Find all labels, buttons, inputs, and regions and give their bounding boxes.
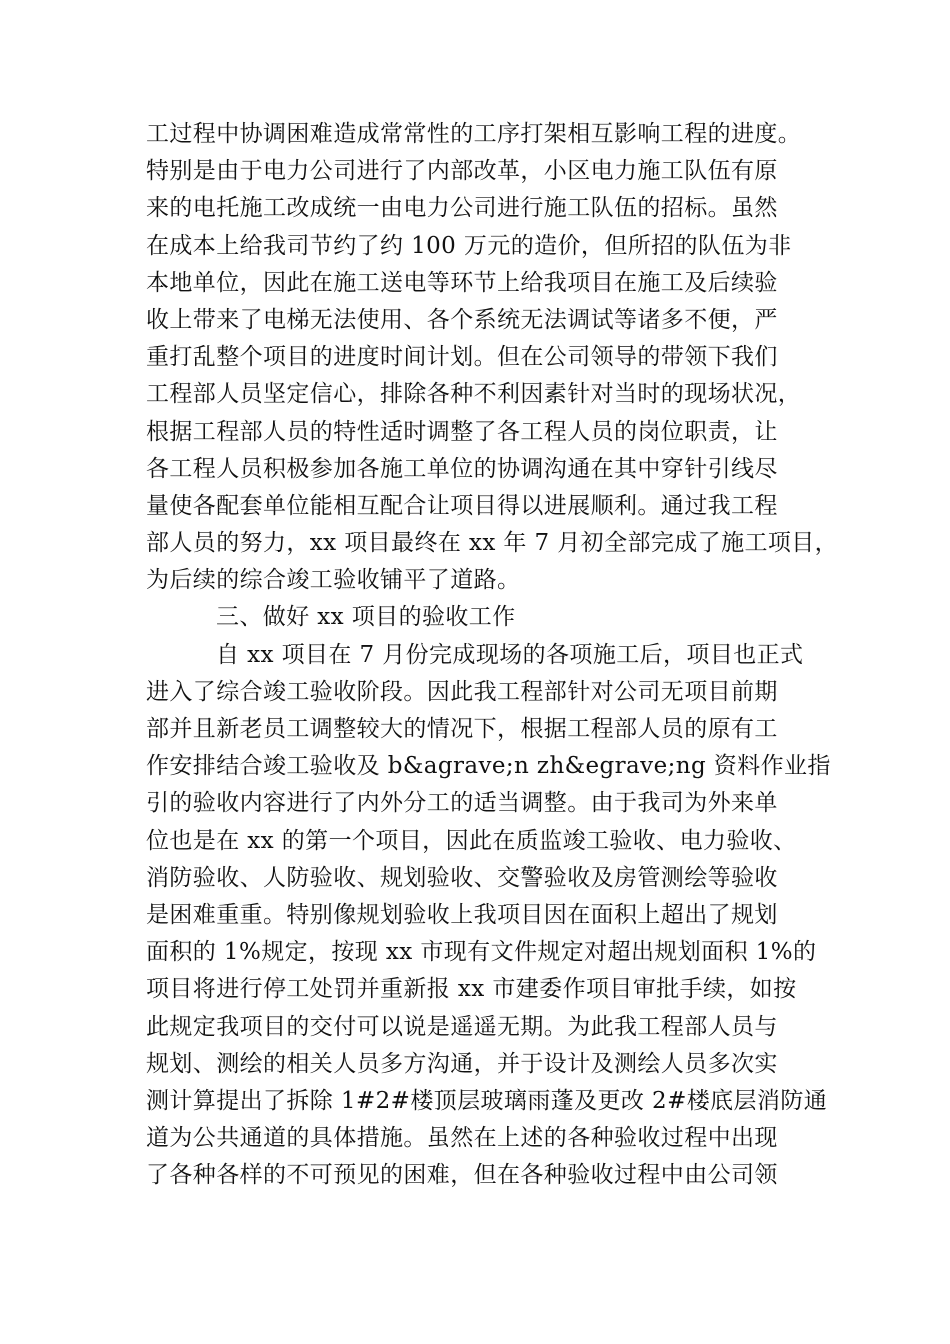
document-body xyxy=(146,116,839,1194)
paragraph-line: 道为公共通道的具体措施。虽然在上述的各种验收过程中出现 xyxy=(146,1125,778,1152)
paragraph-line: 各工程人员积极参加各施工单位的协调沟通在其中穿针引线尽 xyxy=(146,455,778,482)
paragraph-line: 工过程中协调困难造成常常性的工序打架相互影响工程的进度。 xyxy=(146,121,802,147)
paragraph-line: 是困难重重。特别像规划验收上我项目因在面积上超出了规划 xyxy=(146,901,778,928)
paragraph-line: 了各种各样的不可预见的困难，但在各种验收过程中由公司领 xyxy=(146,1162,778,1189)
paragraph-line: 消防验收、人防验收、规划验收、交警验收及房管测绘等验收 xyxy=(146,864,778,891)
paragraph-line: 收上带来了电梯无法使用、各个系统无法调试等诸多不便，严 xyxy=(146,306,778,333)
paragraph-line: 根据工程部人员的特性适时调整了各工程人员的岗位职责，让 xyxy=(146,418,778,445)
paragraph-line: 作安排结合竣工验收及 b&agrave;n zh&egrave;ng 资料作业指 xyxy=(146,753,831,780)
paragraph-line: 测计算提出了拆除 1#2#楼顶层玻璃雨蓬及更改 2#楼底层消防通 xyxy=(146,1087,828,1114)
paragraph-line: 位也是在 xx 的第一个项目，因此在质监竣工验收、电力验收、 xyxy=(146,827,797,854)
paragraph-line: 面积的 1%规定，按现 xx 市现有文件规定对超出规划面积 1%的 xyxy=(146,939,817,966)
section-heading: 三、做好 xx 项目的验收工作 xyxy=(216,604,516,631)
paragraph-line: 来的电托施工改成统一由电力公司进行施工队伍的招标。虽然 xyxy=(146,195,778,222)
paragraph-line: 规划、测绘的相关人员多方沟通，并于设计及测绘人员多次实 xyxy=(146,1050,778,1077)
paragraph-line: 引的验收内容进行了内外分工的适当调整。由于我司为外来单 xyxy=(146,790,778,817)
paragraph-line: 进入了综合竣工验收阶段。因此我工程部针对公司无项目前期 xyxy=(146,678,778,705)
paragraph-line: 本地单位，因此在施工送电等环节上给我项目在施工及后续验 xyxy=(146,269,778,296)
paragraph-line: 工程部人员坚定信心，排除各种不利因素针对当时的现场状况， xyxy=(146,381,802,408)
paragraph-line: 特别是由于电力公司进行了内部改革，小区电力施工队伍有原 xyxy=(146,158,778,185)
paragraph-line: 项目将进行停工处罚并重新报 xx 市建委作项目审批手续，如按 xyxy=(146,976,797,1003)
paragraph-line: 部人员的努力，xx 项目最终在 xx 年 7 月初全部完成了施工项目， xyxy=(146,530,839,557)
paragraph-line: 自 xx 项目在 7 月份完成现场的各项施工后，项目也正式 xyxy=(216,641,804,668)
paragraph-line: 此规定我项目的交付可以说是遥遥无期。为此我工程部人员与 xyxy=(146,1013,778,1040)
paragraph-line: 为后续的综合竣工验收铺平了道路。 xyxy=(146,567,521,594)
paragraph-line: 量使各配套单位能相互配合让项目得以进展顺利。通过我工程 xyxy=(146,492,778,519)
paragraph-line: 部并且新老员工调整较大的情况下，根据工程部人员的原有工 xyxy=(146,716,778,742)
paragraph-line: 在成本上给我司节约了约 100 万元的造价，但所招的队伍为非 xyxy=(146,232,792,259)
paragraph-line: 重打乱整个项目的进度时间计划。但在公司领导的带领下我们 xyxy=(146,344,778,371)
